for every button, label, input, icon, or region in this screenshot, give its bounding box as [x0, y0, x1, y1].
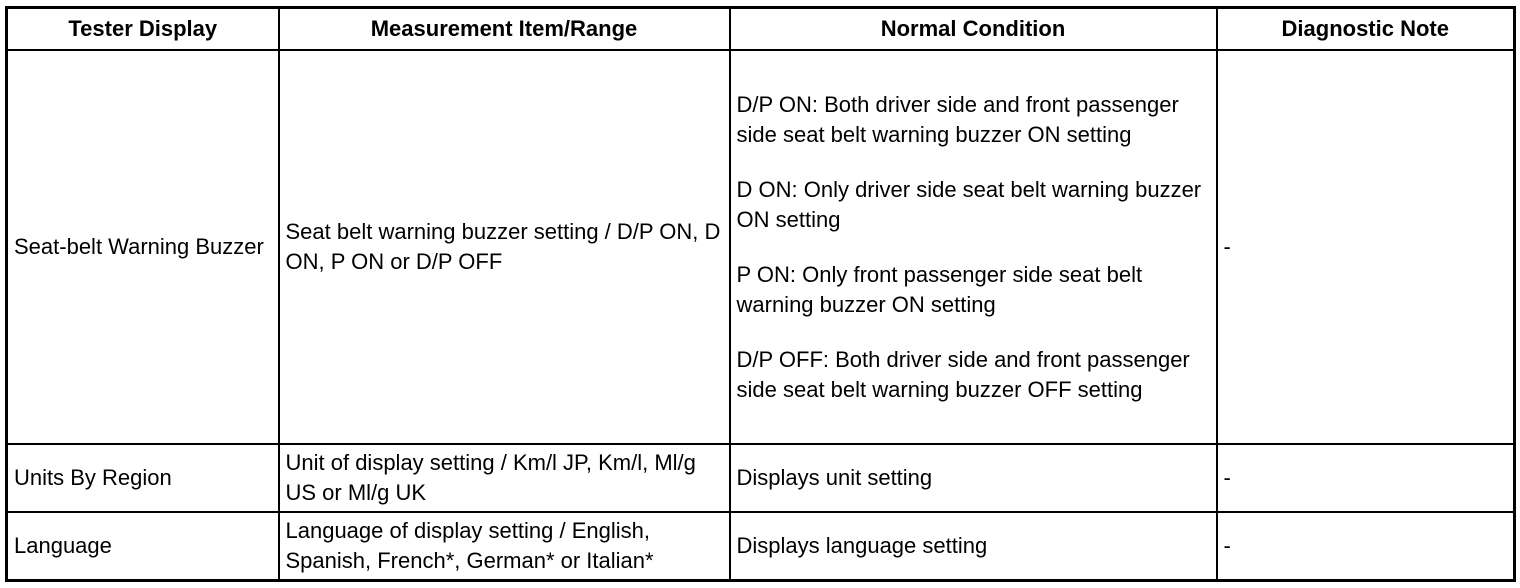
cell-normal-condition: Displays language setting	[730, 512, 1217, 581]
condition-paragraph: D/P ON: Both driver side and front passenger side seat belt warning buzzer ON setting	[736, 91, 1179, 147]
cell-diagnostic-note: -	[1217, 512, 1515, 581]
cell-tester-display: Seat-belt Warning Buzzer	[7, 50, 279, 444]
cell-measurement: Seat belt warning buzzer setting / D/P ON, D ON, P ON or D/P OFF	[279, 50, 730, 444]
header-diagnostic-note: Diagnostic Note	[1217, 8, 1515, 51]
cell-measurement: Language of display setting / English, Spanish, French*, German* or Italian*	[279, 512, 730, 581]
data-table	[5, 6, 1516, 582]
header-measurement: Measurement Item/Range	[279, 8, 730, 51]
cell-normal-condition: Displays unit setting	[730, 444, 1217, 512]
header-tester-display: Tester Display	[7, 8, 279, 51]
data-table-container	[5, 6, 1513, 582]
condition-paragraph: D ON: Only driver side seat belt warning buzzer ON setting	[736, 176, 1202, 232]
header-normal-condition: Normal Condition	[730, 8, 1217, 51]
cell-normal-condition	[730, 50, 1217, 444]
cell-measurement: Unit of display setting / Km/l JP, Km/l, Ml/g US or Ml/g UK	[279, 444, 730, 512]
condition-paragraph: P ON: Only front passenger side seat belt warning buzzer ON setting	[736, 261, 1143, 317]
cell-diagnostic-note: -	[1217, 50, 1515, 444]
condition-paragraph: D/P OFF: Both driver side and front passenger side seat belt warning buzzer OFF setting	[736, 346, 1190, 402]
cell-tester-display: Units By Region	[7, 444, 279, 512]
table-row	[7, 444, 1515, 512]
cell-tester-display: Language	[7, 512, 279, 581]
cell-diagnostic-note: -	[1217, 444, 1515, 512]
table-row	[7, 512, 1515, 581]
table-row	[7, 50, 1515, 444]
header-row	[7, 8, 1515, 51]
